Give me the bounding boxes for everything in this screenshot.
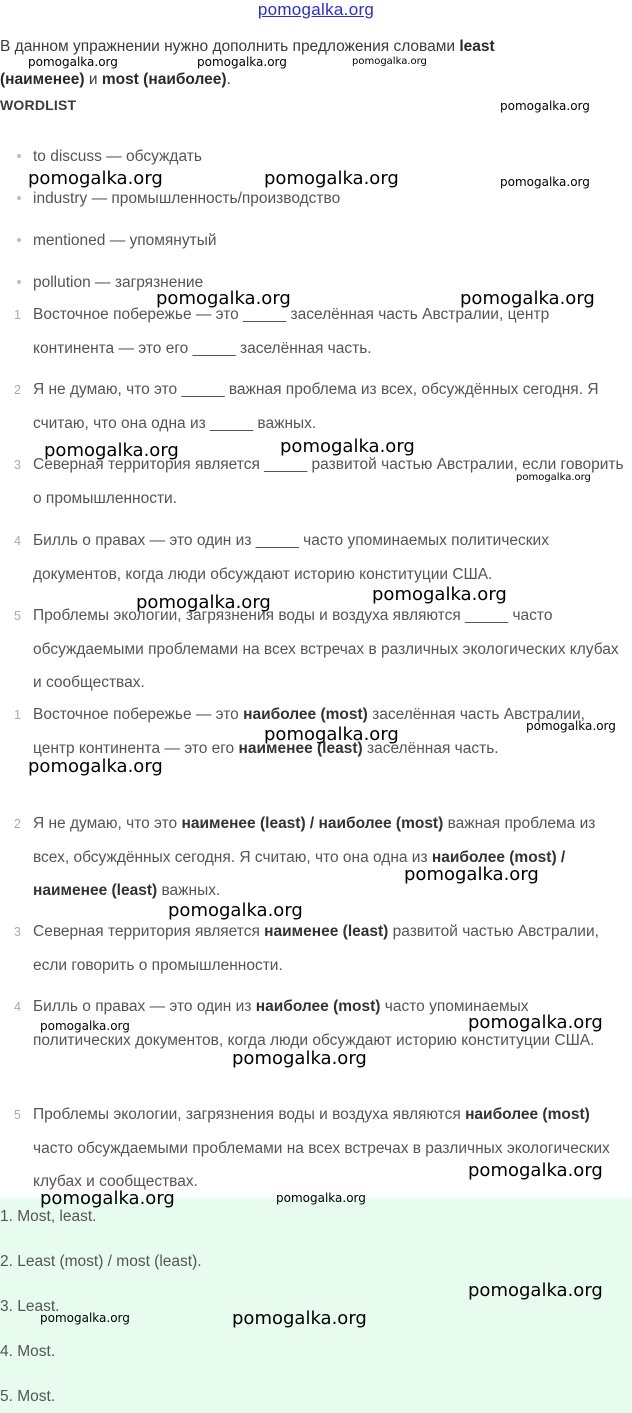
watermark: pomogalka.org [372, 584, 507, 605]
answer-line: 5. Most. [0, 1388, 56, 1405]
watermark: pomogalka.org [136, 592, 271, 613]
question-number: 5 [14, 609, 21, 623]
intro-end: . [226, 71, 231, 88]
wordlist-item-text: to discuss — обсуждать [33, 148, 202, 165]
question-number: 2 [14, 383, 21, 397]
intro-text: В данном упражнении нужно дополнить предложения словами [0, 38, 460, 55]
intro-and: и [84, 71, 102, 88]
watermark: pomogalka.org [168, 900, 303, 921]
answer-line: 3. Least. [0, 1298, 60, 1315]
solved-number: 3 [14, 925, 21, 939]
intro-most: most [101, 71, 139, 88]
watermark: pomogalka.org [352, 56, 427, 67]
answer-line: 4. Most. [0, 1343, 56, 1360]
watermark: pomogalka.org [468, 1160, 603, 1181]
solved-number: 5 [14, 1108, 21, 1122]
watermark: pomogalka.org [44, 440, 179, 461]
watermark: pomogalka.org [264, 168, 399, 189]
solved-number: 4 [14, 1000, 21, 1014]
answers-box [0, 1198, 632, 1413]
wordlist-item [33, 148, 202, 166]
question-text: Билль о правах — это один из _____ часто упоминаемых политических документов, когда люди обсуждают историю конституции США. [33, 532, 549, 583]
watermark: pomogalka.org [460, 288, 595, 309]
bullet-icon [17, 280, 21, 284]
watermark: pomogalka.org [40, 1311, 130, 1325]
watermark: pomogalka.org [40, 1019, 130, 1033]
watermark: pomogalka.org [500, 175, 590, 189]
watermark: pomogalka.org [40, 1188, 175, 1209]
solved-text: Северная территория является наименее (least) развитой частью Австралии, если говорить о промышленности. [33, 923, 599, 974]
question-number: 3 [14, 458, 21, 472]
question-text: Восточное побережье — это _____ заселённая часть Австралии, центр континента — это его _____ заселённая часть. [33, 306, 550, 357]
question-text: Я не думаю, что это _____ важная проблема из всех, обсуждённых сегодня. Я считаю, что она одна из _____ важных. [33, 381, 599, 432]
watermark: pomogalka.org [500, 99, 590, 113]
watermark: pomogalka.org [156, 288, 291, 309]
wordlist-item-text: pollution — загрязнение [33, 274, 204, 291]
question-text: Проблемы экологии, загрязнения воды и воздуха являются _____ часто обсуждаемыми проблемами на всех встречах в различных экологических клубах и сообществах. [33, 607, 619, 691]
watermark: pomogalka.org [468, 1280, 603, 1301]
watermark: pomogalka.org [28, 168, 163, 189]
watermark: pomogalka.org [232, 1308, 367, 1329]
solved-number: 2 [14, 817, 21, 831]
intro-least-ru: (наименее) [0, 71, 85, 88]
solved-text: Билль о правах — это один из наиболее (most) часто упоминаемых политических документов, когда люди обсуждают историю конституции США. [33, 998, 595, 1049]
watermark: pomogalka.org [197, 55, 287, 69]
bullet-icon [17, 238, 21, 242]
wordlist-item [33, 190, 340, 208]
wordlist-item-text: industry — промышленность/производство [33, 190, 341, 207]
watermark: pomogalka.org [516, 472, 591, 483]
wordlist-item [33, 232, 217, 250]
watermark: pomogalka.org [280, 436, 415, 457]
watermark: pomogalka.org [232, 1048, 367, 1069]
solved-text: Проблемы экологии, загрязнения воды и воздуха являются наиболее (most) часто обсуждаемыми проблемами на всех встречах в различных экологических клубах и сообществах. [33, 1106, 610, 1190]
solved-text: Восточное побережье — это наиболее (most) заселённая часть Австралии, центр континента — это его наименее (least) заселённая часть. [33, 706, 585, 757]
question-text: Северная территория является _____ развитой частью Австралии, если говорить о промышленности. [33, 456, 624, 507]
site-header-link[interactable]: pomogalka.org [257, 0, 375, 19]
watermark: pomogalka.org [28, 756, 163, 777]
solved-text: Я не думаю, что это наименее (least) / наиболее (most) важная проблема из всех, обсуждённых сегодня. Я считаю, что она одна из наиболее (most) / наименее (least) важных. [33, 815, 596, 899]
answer-line: 1. Most, least. [0, 1208, 97, 1225]
watermark: pomogalka.org [264, 724, 399, 745]
solved-number: 1 [14, 708, 21, 722]
watermark: pomogalka.org [526, 719, 616, 733]
wordlist-heading: WORDLIST [0, 97, 77, 113]
intro-most-ru: (наиболее) [143, 71, 227, 88]
watermark: pomogalka.org [404, 864, 539, 885]
question-number: 1 [14, 308, 21, 322]
watermark: pomogalka.org [276, 1191, 366, 1205]
bullet-icon [17, 154, 21, 158]
wordlist-item-text: mentioned — упомянутый [33, 232, 217, 249]
watermark: pomogalka.org [28, 55, 118, 69]
bullet-icon [17, 196, 21, 200]
answer-line: 2. Least (most) / most (least). [0, 1253, 202, 1270]
intro-least: least [459, 38, 495, 55]
watermark: pomogalka.org [468, 1012, 603, 1033]
question-number: 4 [14, 534, 21, 548]
